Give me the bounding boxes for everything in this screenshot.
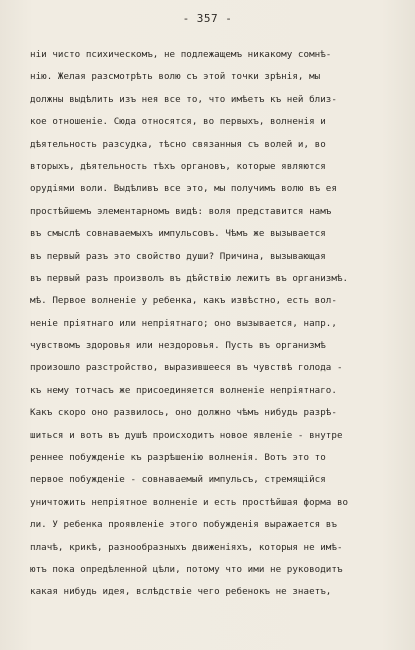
text-line: простѣйшемъ элементарномъ видѣ: воля представится намъ [30, 205, 332, 217]
text-line: чувствомъ здоровья или нездоровья. Пусть въ организмѣ [30, 340, 326, 352]
text-line: ли. У ребенка проявленiе этого побужденiя выражается въ [30, 519, 337, 531]
text-line: орудiями воли. Выдѣливъ все это, мы получимъ волю въ ея [30, 183, 337, 195]
page-number: - 357 - [182, 12, 233, 25]
text-line: должны выдѣлить изъ нея все то, что имѣетъ къ ней близ- [30, 93, 337, 105]
text-line: шиться и вотъ въ душѣ происходитъ новое явленiе - внутре [30, 429, 343, 441]
text-line: дѣятельность разсудка, тѣсно связанныя съ волей и, во [30, 138, 326, 150]
text-line: въ первый разъ это свойство души? Причина, вызывающая [30, 250, 326, 262]
text-line: плачѣ, крикѣ, разнообразныхъ движенiяхъ, которыя не имѣ- [30, 541, 343, 553]
text-line: въ первый разъ произволъ въ дѣйствiю лежитъ въ организмѣ. [30, 272, 349, 284]
text-line: произошло разстройство, выразившееся въ чувствѣ голода - [30, 362, 343, 374]
text-line: уничтожить непрiятное волненiе и есть простѣйшая форма во [30, 496, 349, 508]
text-line: реннее побужденiе къ разрѣшенiю волненiя. Вотъ это то [30, 452, 326, 464]
text-line: къ нему тотчасъ же присоединяется волненiе непрiятнаго. [30, 384, 337, 396]
text-line: первое побужденiе - совнаваемый импульсъ, стремящiйся [30, 474, 326, 486]
text-line: ненiе прiятнаго или непрiятнаго; оно вызывается, напр., [30, 317, 337, 329]
text-line: Какъ скоро оно развилось, оно должно чѣмъ нибудь разрѣ- [30, 407, 337, 419]
text-line: нiю. Желая разсмотрѣть волю съ этой точки зрѣнiя, мы [30, 71, 321, 83]
text-line: ютъ пока опредѣленной цѣли, потому что ими не руководитъ [30, 563, 343, 575]
text-line: нiи чисто психическомъ, не подлежащемъ никакому сомнѣ- [30, 49, 332, 60]
page-text-body [30, 44, 405, 604]
text-line: въ смыслѣ совнаваемыхъ импульсовъ. Чѣмъ же вызывается [30, 228, 326, 240]
text-line: мѣ. Первое волненiе у ребенка, какъ извѣстно, есть вол- [30, 295, 337, 307]
text-line: кое отношенiе. Сюда относятся, во первыхъ, волненiя и [30, 116, 326, 128]
text-line: какая нибудь идея, вслѣдствiе чего ребенокъ не знаетъ, [30, 586, 332, 598]
text-line: вторыхъ, дѣятельность тѣхъ органовъ, которые являются [30, 160, 326, 172]
